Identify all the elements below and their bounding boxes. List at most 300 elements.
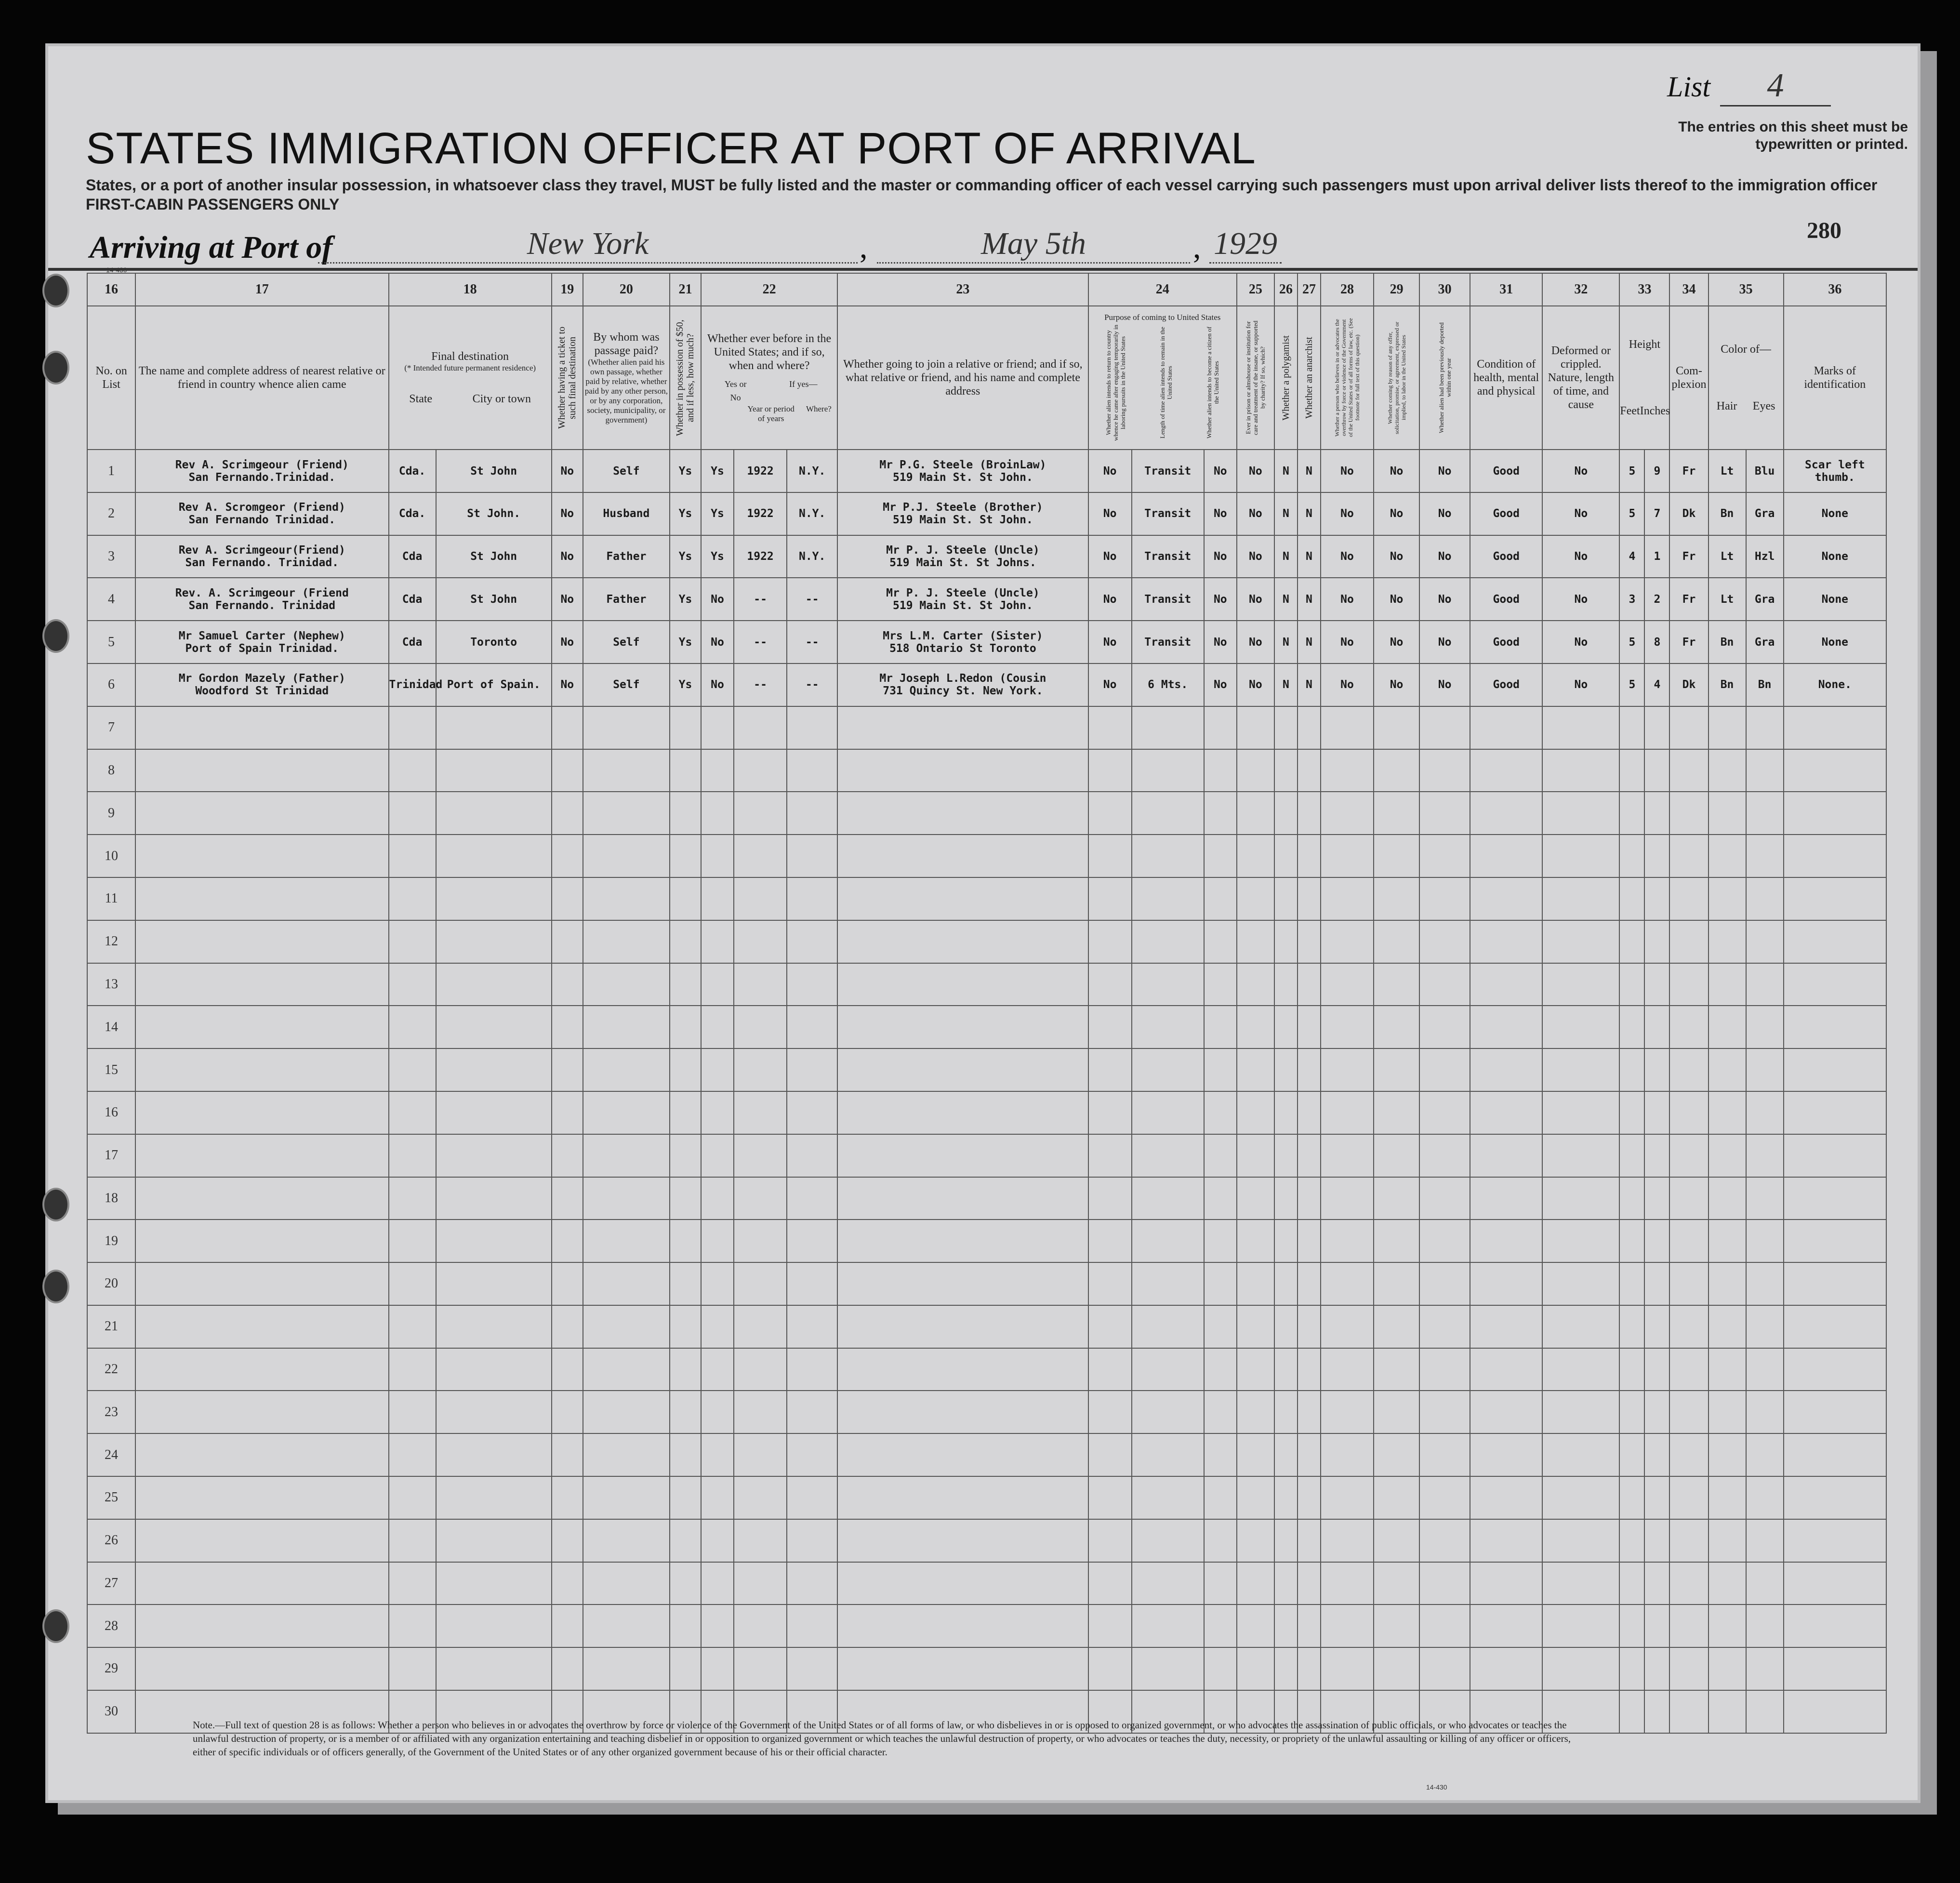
empty-cell: [389, 1562, 436, 1605]
empty-cell: [1542, 706, 1619, 749]
cell-rel-line1: Rev A. Scrimgeour(Friend): [178, 544, 345, 557]
empty-cell: [436, 1519, 552, 1562]
cell-c30: No: [1419, 492, 1470, 535]
header-paid-by: By whom was passage paid? (Whether alien paid his own passage, whether paid by relative, whether paid by any other person, or by any corporation, society, municipality, or government): [583, 306, 670, 450]
empty-cell: [670, 1348, 701, 1391]
cell-state: Trinidad: [389, 663, 436, 706]
empty-cell: [1132, 1647, 1204, 1690]
cell-join: [837, 450, 1088, 492]
empty-cell: [701, 706, 734, 749]
empty-cell: [552, 1433, 583, 1476]
empty-cell: [1274, 1391, 1298, 1433]
cell-feet: 5: [1619, 621, 1644, 663]
cell-deformed: No: [1542, 663, 1619, 706]
empty-cell: [1374, 1562, 1419, 1605]
empty-cell: [1619, 1605, 1644, 1647]
empty-cell: [1708, 1391, 1746, 1433]
empty-cell: [1644, 1605, 1669, 1647]
cell-rel: [135, 535, 388, 578]
empty-cell: [701, 1177, 734, 1220]
empty-cell: [1746, 1177, 1784, 1220]
empty-cell: [1321, 1647, 1374, 1690]
cell-c27: N: [1298, 621, 1321, 663]
cell-c26: N: [1274, 578, 1298, 621]
cell-paid: Self: [583, 450, 670, 492]
cell-c26: N: [1274, 535, 1298, 578]
empty-cell: [1204, 749, 1237, 792]
empty-cell: [1274, 1262, 1298, 1305]
empty-cell: [1619, 963, 1644, 1006]
empty-cell: [701, 1091, 734, 1134]
cell-pb: 6 Mts.: [1132, 663, 1204, 706]
cell-c28: No: [1321, 535, 1374, 578]
empty-cell: [1669, 1519, 1708, 1562]
empty-cell: [1708, 1476, 1746, 1519]
empty-cell: [1374, 1220, 1419, 1262]
empty-cell: [1708, 963, 1746, 1006]
cell-ticket: No: [552, 492, 583, 535]
empty-cell: [670, 1476, 701, 1519]
empty-cell: [837, 1220, 1088, 1262]
empty-row: [87, 877, 1886, 920]
empty-cell: [1542, 877, 1619, 920]
cell-state: Cda: [389, 578, 436, 621]
empty-cell: [1204, 1433, 1237, 1476]
empty-cell: [670, 1605, 701, 1647]
empty-row: [87, 1048, 1886, 1091]
empty-cell: [1669, 1220, 1708, 1262]
column-header-row: [87, 306, 1886, 450]
empty-cell: [1132, 1177, 1204, 1220]
empty-cell: [701, 1220, 734, 1262]
empty-cell: [1619, 920, 1644, 963]
empty-cell: [1321, 1519, 1374, 1562]
empty-cell: [1542, 1519, 1619, 1562]
empty-cell: [1132, 1091, 1204, 1134]
cell-rel-line1: Mr Samuel Carter (Nephew): [178, 629, 345, 642]
empty-cell: [1274, 1348, 1298, 1391]
empty-cell: [1746, 1391, 1784, 1433]
empty-cell: [1321, 1476, 1374, 1519]
cell-c27: N: [1298, 535, 1321, 578]
column-number-row: 16 17 18 19 20 21 22 23 24 25 26 27 28 29 30 31 32 33 34 35 36: [87, 273, 1886, 306]
empty-cell: [1237, 1605, 1274, 1647]
cell-deformed: No: [1542, 450, 1619, 492]
empty-cell: [787, 1006, 837, 1048]
cell-c26: N: [1274, 621, 1298, 663]
empty-cell: [1708, 1605, 1746, 1647]
empty-cell: [787, 706, 837, 749]
empty-cell: [837, 1305, 1088, 1348]
empty-cell: [837, 1262, 1088, 1305]
cell-c25: No: [1237, 663, 1274, 706]
empty-cell: [1374, 963, 1419, 1006]
cell-c25: No: [1237, 535, 1274, 578]
cell-join: [837, 621, 1088, 663]
cell-inches: 7: [1644, 492, 1669, 535]
empty-cell: [389, 1305, 436, 1348]
cell-deformed: No: [1542, 535, 1619, 578]
row-number: 7: [87, 706, 135, 749]
empty-cell: [1784, 1091, 1886, 1134]
empty-cell: [701, 1605, 734, 1647]
empty-cell: [1321, 1177, 1374, 1220]
empty-cell: [1088, 1262, 1132, 1305]
empty-cell: [1204, 1006, 1237, 1048]
cell-state: Cda: [389, 535, 436, 578]
empty-cell: [1374, 1391, 1419, 1433]
empty-cell: [135, 1391, 388, 1433]
cell-c25: No: [1237, 621, 1274, 663]
empty-cell: [1204, 877, 1237, 920]
cell-c29: No: [1374, 663, 1419, 706]
empty-cell: [1419, 1476, 1470, 1519]
empty-cell: [1784, 1433, 1886, 1476]
empty-cell: [1746, 1220, 1784, 1262]
empty-cell: [1542, 1006, 1619, 1048]
empty-cell: [1669, 1305, 1708, 1348]
empty-cell: [837, 963, 1088, 1006]
header-purpose: Purpose of coming to United States Whether alien intends to return to country whence he came after engaging temporarily in laboring pursuits in the United States Length of time alien intends to remain in the United States Whether alien intends to become a citizen of the United States: [1088, 306, 1237, 450]
empty-cell: [1321, 1605, 1374, 1647]
empty-cell: [135, 1006, 388, 1048]
empty-cell: [1619, 1476, 1644, 1519]
empty-cell: [1237, 1134, 1274, 1177]
empty-cell: [1298, 1006, 1321, 1048]
empty-cell: [670, 1048, 701, 1091]
empty-cell: [1374, 1048, 1419, 1091]
empty-cell: [1274, 706, 1298, 749]
cell-c30: No: [1419, 621, 1470, 663]
empty-cell: [1374, 1177, 1419, 1220]
empty-cell: [787, 792, 837, 835]
empty-cell: [436, 1134, 552, 1177]
cell-join-line1: Mrs L.M. Carter (Sister): [883, 629, 1043, 642]
empty-cell: [787, 1391, 837, 1433]
empty-cell: [1669, 1348, 1708, 1391]
empty-row: [87, 1605, 1886, 1647]
cell-c21: Ys: [670, 578, 701, 621]
empty-cell: [1088, 920, 1132, 963]
header-deformed: Deformed or crippled. Nature, length of time, and cause: [1542, 306, 1619, 450]
cell-c27: N: [1298, 450, 1321, 492]
empty-cell: [1470, 1519, 1542, 1562]
empty-cell: [701, 1006, 734, 1048]
empty-cell: [1298, 963, 1321, 1006]
empty-cell: [1669, 1433, 1708, 1476]
empty-cell: [1374, 1134, 1419, 1177]
manifest-table: [87, 273, 1887, 1734]
empty-cell: [1088, 1177, 1132, 1220]
empty-cell: [1274, 1134, 1298, 1177]
empty-cell: [1708, 706, 1746, 749]
empty-cell: [1644, 1348, 1669, 1391]
empty-cell: [1784, 1519, 1886, 1562]
empty-cell: [787, 1605, 837, 1647]
empty-cell: [1274, 835, 1298, 877]
empty-cell: [670, 1391, 701, 1433]
row-number: 12: [87, 920, 135, 963]
empty-cell: [1374, 1305, 1419, 1348]
empty-cell: [734, 1220, 787, 1262]
empty-cell: [837, 1048, 1088, 1091]
header-c29: Whether coming by reason of any offer, solicitation, promise, or agreement, expressed or implied, to labor in the United States: [1374, 306, 1419, 450]
cell-join-line1: Mr P.J. Steele (Brother): [883, 501, 1043, 514]
empty-cell: [1298, 835, 1321, 877]
cell-complexion: Fr: [1669, 621, 1708, 663]
empty-cell: [787, 1220, 837, 1262]
empty-cell: [1204, 1348, 1237, 1391]
empty-cell: [1746, 1305, 1784, 1348]
empty-cell: [1542, 1048, 1619, 1091]
empty-cell: [1419, 706, 1470, 749]
empty-cell: [1419, 1134, 1470, 1177]
empty-cell: [1132, 1433, 1204, 1476]
cell-join-line2: 519 Main St. St John.: [893, 471, 1033, 484]
empty-cell: [670, 749, 701, 792]
cell-inches: 8: [1644, 621, 1669, 663]
empty-cell: [1088, 1391, 1132, 1433]
empty-cell: [670, 877, 701, 920]
header-complexion: Com-plexion: [1669, 306, 1708, 450]
empty-cell: [1746, 1519, 1784, 1562]
empty-cell: [135, 1348, 388, 1391]
empty-cell: [701, 1433, 734, 1476]
empty-cell: [1419, 1220, 1470, 1262]
empty-cell: [1204, 1605, 1237, 1647]
empty-cell: [1274, 1305, 1298, 1348]
manifest-sheet: List 4 The entries on this sheet must be typewritten or printed. STATES IMMIGRATION OFFICER AT PORT OF ARRIVAL States, or a port of another insular possession, in whatsoever class they travel, MUST be fully listed and the master or commanding officer of each vessel carrying such passengers must upon arrival deliver lists thereof to the immigration officer FIRST-CABIN PASSENGERS ONLY Arriving at Port of New York , May 5th , 1929 280 16 17 18 19 20 21 22 23 24 25 26 27 28 29 30 31 32 33 34 35 36 No. on List The name and complete address of nearest relative or friend in country whence alien came Final destination (* Intended future permanent residence) State City or town Whether having a ticket to such final destination By whom was passage paid? (Whether alien paid his own passage, whether paid by relative, whether paid by any other person, or by any corporation, society, municipality, or government) Whether in possession of $50, and if less, how much? Whether ever before in the United States; and if so, when and where? Yes or No If yes— Year or period of years Where? Whether going to join a relative or friend; and if so, what relative or friend, and his name and complete address Purpose of coming to United States Whether alien intends to return to country whence he came after engaging temporarily in laboring pursuits in the United States Length of time alien intends to remain in the United States Whether alien intends to become a citizen of the United States Ever in prison or almshouse or institution for care and treatment of the insane, or supported by charity? If so, which? Whether a polygamist Whether an anarchist Whether a person who believes in or advocates the overthrow by force or violence of the Government of the United States or of all forms of law, etc. (See footnote for full text of this question) Whether coming by reason of any offer, solicitation, promise, or agreement, expressed or implied, to labor in the United States Whether alien had been previously deported within one year Condition of health, mental and physical Deformed or crippled. Nature, length of time, and cause Height Feet Inches Com-plexion Color of— Hair Eyes Marks of identification 1 Rev A. Scrimgeour (Friend) San Fernando.Trinidad. Cda. St John No Self Ys Ys 1922 N.Y. Mr P.G. Steele (BroinLaw) 519 Main St. St John. No Transit No No N N No No No Good No 5 9 Fr Lt Blu Scar left thumb. 2 Rev A. Scromgeor (Friend) San Fernando Trinidad. Cda. St John. No Husband Ys Ys 1922 N.Y. Mr P.J. Steele (Brother) 519 Main St. St John. No Transit No No N N No No No Good No 5 7 Dk Bn Gra None 3 Rev A. Scrimgeour(Friend) San Fernando. Trinidad. Cda St John No Father Ys Ys 1922 N.Y. Mr P. J. Steele (Uncle) 519 Main St. St Johns. No Transit No No N N No No No Good No 4 1 Fr Lt Hzl None 4 Rev. A. Scrimgeour (Friend San Fernando. Trinidad Cda St John No Father Ys No -- -- Mr P. J. Steele (Uncle) 519 Main St. St John. No Transit No No N N No No No Good No 3 2 Fr Lt Gra None 5 Mr Samuel Carter (Nephew) Port of Spain Trinidad. Cda Toronto No Self Ys No -- -- Mrs L.M. Carter (Sister) 518 Ontario St Toronto No Transit No No N N No No No Good No 5 8 Fr Bn Gra None 6 Mr Gordon Mazely (Father) Woodford St Trinidad Trinidad Port of Spain. No Self Ys No -- -- Mr Joseph L.Redon (Cousin 731 Quincy St. New York. No 6 Mts. No No N N No No No Good No 5 4 Dk Bn Bn None. 7 8 9 10 11 12 13 14 15 16 17 18 19 20 21 22 23 24 25 26 27 28 29 30 14-430 Note.—Full text of question 28 is as follows: Whether a person who believes in or advocates the overthrow by force or violence of the Government of the United States or of all forms of law, or who disbelieves in or is opposed to organized government, or who advocates the assassination of public officials, or who advocates or teaches the unlawful destruction of property, or is a member of or affiliated with any organization entertaining and teaching disbelief in or opposition to organized government or which teaches the unlawful destruction of property, or who advocates or teaches the duty, necessity, or propriety of the unlawful assaulting or killing of any officer or officers, either of specific individuals or of officers generally, of the Government of the United States or of any other organized government because of his or their official character.: [48, 46, 1918, 1800]
empty-cell: [1470, 1134, 1542, 1177]
empty-cell: [1708, 792, 1746, 835]
cell-c28: No: [1321, 663, 1374, 706]
empty-cell: [701, 835, 734, 877]
cell-c29: No: [1374, 621, 1419, 663]
empty-cell: [1784, 749, 1886, 792]
empty-cell: [1669, 1391, 1708, 1433]
empty-cell: [135, 1519, 388, 1562]
empty-cell: [1204, 1476, 1237, 1519]
empty-cell: [1321, 1091, 1374, 1134]
empty-cell: [583, 1647, 670, 1690]
cell-deformed: No: [1542, 621, 1619, 663]
empty-cell: [1419, 1305, 1470, 1348]
empty-cell: [701, 1391, 734, 1433]
empty-cell: [1542, 1134, 1619, 1177]
cell-city: Port of Spain.: [436, 663, 552, 706]
row-number: 4: [87, 578, 135, 621]
empty-cell: [552, 963, 583, 1006]
cell-c28: No: [1321, 450, 1374, 492]
empty-cell: [1669, 1262, 1708, 1305]
empty-cell: [1669, 1562, 1708, 1605]
cell-eyes: Hzl: [1746, 535, 1784, 578]
cell-yn: No: [701, 621, 734, 663]
empty-cell: [787, 1091, 837, 1134]
empty-cell: [1419, 963, 1470, 1006]
empty-cell: [1321, 1134, 1374, 1177]
cell-marks: [1784, 450, 1886, 492]
empty-cell: [1298, 1048, 1321, 1091]
empty-cell: [1321, 706, 1374, 749]
empty-cell: [837, 792, 1088, 835]
empty-cell: [583, 749, 670, 792]
empty-cell: [787, 1433, 837, 1476]
empty-cell: [1088, 1048, 1132, 1091]
empty-cell: [1708, 1562, 1746, 1605]
empty-row: [87, 1433, 1886, 1476]
empty-cell: [1204, 1177, 1237, 1220]
empty-cell: [1669, 877, 1708, 920]
empty-cell: [1204, 1134, 1237, 1177]
cell-inches: 9: [1644, 450, 1669, 492]
empty-cell: [552, 792, 583, 835]
cell-city: St John.: [436, 492, 552, 535]
empty-cell: [1237, 1091, 1274, 1134]
empty-cell: [734, 1562, 787, 1605]
empty-cell: [1619, 1177, 1644, 1220]
empty-cell: [1669, 792, 1708, 835]
empty-cell: [1298, 1647, 1321, 1690]
empty-cell: [837, 1605, 1088, 1647]
empty-cell: [1274, 1048, 1298, 1091]
empty-cell: [1298, 1177, 1321, 1220]
empty-cell: [701, 1476, 734, 1519]
empty-cell: [436, 1391, 552, 1433]
empty-cell: [1237, 706, 1274, 749]
cell-pa: No: [1088, 663, 1132, 706]
empty-cell: [701, 877, 734, 920]
row-number: 24: [87, 1433, 135, 1476]
empty-cell: [1132, 1006, 1204, 1048]
cell-join-line2: 519 Main St. St John.: [893, 599, 1033, 612]
empty-cell: [734, 1605, 787, 1647]
empty-cell: [670, 1220, 701, 1262]
empty-cell: [1708, 1262, 1746, 1305]
empty-cell: [1619, 1048, 1644, 1091]
row-number: 19: [87, 1220, 135, 1262]
empty-cell: [1204, 1647, 1237, 1690]
empty-cell: [1708, 1048, 1746, 1091]
empty-cell: [1784, 1262, 1886, 1305]
empty-cell: [1204, 1048, 1237, 1091]
empty-cell: [701, 1305, 734, 1348]
empty-cell: [1374, 1006, 1419, 1048]
cell-c29: No: [1374, 492, 1419, 535]
empty-cell: [1470, 963, 1542, 1006]
empty-cell: [1470, 1348, 1542, 1391]
empty-cell: [670, 1305, 701, 1348]
cell-feet: 5: [1619, 663, 1644, 706]
empty-cell: [1132, 1391, 1204, 1433]
empty-row: [87, 1391, 1886, 1433]
cell-pa: No: [1088, 492, 1132, 535]
empty-cell: [1542, 1433, 1619, 1476]
empty-cell: [1321, 1348, 1374, 1391]
cell-yn: Ys: [701, 492, 734, 535]
empty-cell: [1237, 877, 1274, 920]
empty-cell: [1088, 1605, 1132, 1647]
empty-cell: [1237, 1391, 1274, 1433]
cell-rel-line2: Woodford St Trinidad: [195, 685, 329, 698]
empty-cell: [1419, 1177, 1470, 1220]
empty-cell: [787, 920, 837, 963]
cell-rel: [135, 492, 388, 535]
cell-yn: No: [701, 663, 734, 706]
cell-c21: Ys: [670, 535, 701, 578]
empty-cell: [1746, 1605, 1784, 1647]
empty-cell: [701, 963, 734, 1006]
empty-cell: [436, 1562, 552, 1605]
empty-cell: [1132, 1519, 1204, 1562]
empty-cell: [1542, 1348, 1619, 1391]
empty-cell: [670, 1433, 701, 1476]
empty-cell: [734, 963, 787, 1006]
empty-cell: [135, 1562, 388, 1605]
empty-cell: [1470, 1048, 1542, 1091]
empty-row: [87, 1647, 1886, 1690]
empty-cell: [734, 835, 787, 877]
empty-cell: [1470, 877, 1542, 920]
empty-cell: [1132, 1476, 1204, 1519]
empty-cell: [1419, 1519, 1470, 1562]
empty-cell: [1204, 920, 1237, 963]
empty-cell: [734, 706, 787, 749]
empty-cell: [670, 835, 701, 877]
empty-cell: [1088, 835, 1132, 877]
empty-cell: [1419, 1006, 1470, 1048]
cell-join: [837, 492, 1088, 535]
row-number: 27: [87, 1562, 135, 1605]
empty-cell: [1708, 1091, 1746, 1134]
empty-cell: [436, 1305, 552, 1348]
empty-cell: [734, 1433, 787, 1476]
cell-rel-line1: Mr Gordon Mazely (Father): [178, 672, 345, 685]
empty-cell: [1374, 835, 1419, 877]
empty-cell: [837, 920, 1088, 963]
empty-cell: [1088, 1091, 1132, 1134]
cell-deformed: No: [1542, 578, 1619, 621]
empty-cell: [1784, 1305, 1886, 1348]
empty-cell: [670, 1647, 701, 1690]
empty-cell: [135, 1476, 388, 1519]
empty-cell: [1321, 1562, 1374, 1605]
empty-cell: [734, 1177, 787, 1220]
empty-cell: [670, 920, 701, 963]
empty-cell: [1298, 792, 1321, 835]
empty-cell: [1644, 749, 1669, 792]
cell-join: [837, 578, 1088, 621]
row-number: 20: [87, 1262, 135, 1305]
empty-cell: [552, 1006, 583, 1048]
empty-cell: [1088, 1519, 1132, 1562]
cell-c28: No: [1321, 492, 1374, 535]
cell-complexion: Fr: [1669, 578, 1708, 621]
empty-cell: [1669, 963, 1708, 1006]
empty-cell: [1644, 1562, 1669, 1605]
empty-cell: [1298, 1220, 1321, 1262]
cell-pa: No: [1088, 578, 1132, 621]
empty-cell: [1644, 1006, 1669, 1048]
binder-hole: [42, 1609, 69, 1643]
empty-cell: [583, 1177, 670, 1220]
port-field: New York: [318, 225, 858, 264]
empty-cell: [1088, 792, 1132, 835]
empty-cell: [1542, 1562, 1619, 1605]
empty-cell: [552, 1348, 583, 1391]
cell-join-line2: 731 Quincy St. New York.: [883, 685, 1043, 698]
passenger-row: [87, 535, 1886, 578]
